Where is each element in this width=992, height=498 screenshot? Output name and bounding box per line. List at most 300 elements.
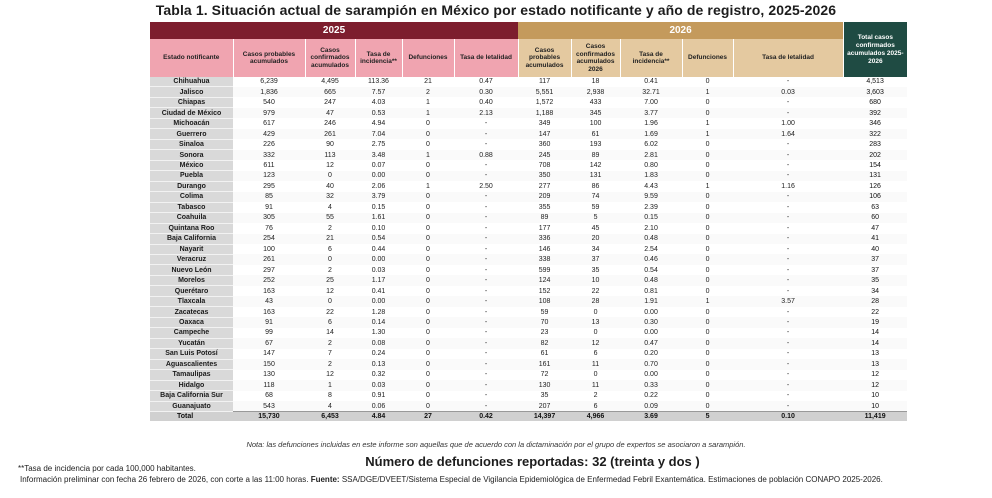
value-cell: 14	[326, 329, 334, 337]
value-cell: 0	[705, 350, 710, 358]
value-cell: -	[484, 161, 488, 169]
total-cell: 202	[843, 150, 907, 160]
state-cell: Veracruz	[150, 254, 233, 264]
total-cell: 4,513	[866, 78, 884, 86]
state-cell: Nuevo León	[150, 265, 233, 275]
value-cell: 34	[591, 245, 600, 253]
value-cell: 131	[571, 171, 620, 181]
value-cell: 433	[589, 99, 602, 107]
value-cell: 32.71	[620, 87, 682, 97]
total-cell: 283	[869, 141, 881, 149]
col-header-2025: Tasa de letalidad	[454, 39, 518, 77]
state-cell: Jalisco	[150, 87, 233, 97]
value-cell: 1.69	[620, 129, 682, 139]
table-row	[150, 349, 907, 359]
value-cell: 91	[265, 203, 273, 211]
value-cell: 6	[593, 350, 598, 358]
value-cell: 0	[426, 245, 430, 253]
value-cell: 979	[233, 108, 305, 118]
total-cell: 3,603	[843, 87, 907, 97]
state-cell: Yucatán	[150, 338, 233, 348]
value-cell: 0.15	[620, 213, 682, 223]
value-cell: 72	[540, 371, 549, 379]
footnote-source-text: SSA/DGE/DVEET/Sistema Especial de Vigilancia Epidemiológica de Enfermedad Febril Exantemática. Estimaciones de población CONAPO 2025-2026.	[341, 475, 883, 484]
value-cell: 1.96	[644, 120, 658, 128]
total-cell: 14	[843, 338, 907, 348]
value-cell: 0	[402, 296, 454, 306]
total-cell: 28	[843, 296, 907, 306]
value-cell: 5,551	[518, 87, 571, 97]
table-row	[150, 223, 907, 233]
value-cell: 246	[324, 120, 336, 128]
value-cell: 89	[571, 150, 620, 160]
value-cell: -	[786, 99, 790, 107]
table-row	[150, 296, 907, 306]
measles-table	[150, 22, 907, 421]
total-cell: 19	[843, 317, 907, 327]
total-cell: 35	[843, 275, 907, 285]
total-cell: 10	[871, 392, 879, 400]
col-header-2025: Casos probables acumulados	[233, 39, 305, 77]
table-row	[150, 171, 907, 181]
value-cell: 4.03	[371, 99, 386, 107]
value-cell: 12	[571, 338, 620, 348]
value-cell: 0	[426, 287, 430, 295]
value-cell: 1.91	[620, 296, 682, 306]
value-cell: 0	[426, 203, 430, 211]
value-cell: 12	[326, 287, 334, 295]
value-cell: 429	[233, 129, 305, 139]
table-row	[150, 328, 907, 338]
value-cell: -	[454, 380, 518, 390]
value-cell: 28	[571, 296, 620, 306]
table-row	[150, 401, 907, 411]
value-cell: 0	[705, 371, 710, 379]
value-cell: 90	[326, 141, 334, 149]
value-cell: 254	[233, 234, 305, 244]
table-row	[150, 213, 907, 223]
value-cell: 617	[263, 120, 275, 128]
value-cell: 1	[426, 182, 430, 190]
value-cell: 85	[233, 192, 305, 202]
value-cell: 0.06	[355, 401, 402, 411]
footnote-source-label: Fuente:	[310, 475, 340, 484]
value-cell: 35	[540, 392, 549, 400]
value-cell: 10	[571, 275, 620, 285]
value-cell: 0.32	[371, 371, 386, 379]
value-cell: 37	[571, 254, 620, 264]
table-row	[150, 87, 907, 97]
state-cell: Chiapas	[150, 97, 233, 107]
value-cell: 6	[328, 245, 332, 253]
value-cell: 4.43	[644, 182, 658, 190]
value-cell: 11	[571, 380, 620, 390]
value-cell: 0	[705, 329, 710, 337]
state-cell: Baja California Sur	[150, 391, 233, 401]
value-cell: -	[454, 401, 518, 411]
value-cell: 305	[233, 213, 305, 223]
value-cell: 177	[538, 224, 551, 232]
value-cell: 2	[402, 87, 454, 97]
total-cell: 346	[869, 120, 881, 128]
state-cell: Colima	[150, 192, 233, 202]
value-cell: 124	[518, 275, 571, 285]
value-cell: -	[454, 359, 518, 369]
state-cell: Sinaloa	[150, 139, 233, 149]
state-cell: Coahuila	[150, 213, 233, 223]
table-row	[150, 234, 907, 244]
value-cell: 0	[426, 141, 430, 149]
value-cell: 0.20	[644, 350, 658, 358]
value-cell: 70	[518, 317, 571, 327]
value-cell: 0	[705, 224, 710, 232]
value-cell: -	[786, 78, 790, 86]
value-cell: 7.00	[644, 99, 658, 107]
value-cell: 2	[305, 338, 355, 348]
table-row	[150, 286, 907, 296]
value-cell: 0.46	[620, 254, 682, 264]
state-cell: Durango	[150, 181, 233, 191]
value-cell: 0	[705, 78, 710, 86]
value-cell: 0	[426, 392, 430, 400]
value-cell: 0.44	[371, 245, 386, 253]
total-cell: 37	[871, 266, 879, 274]
total-cell: 12	[843, 380, 907, 390]
value-cell: -	[484, 266, 488, 274]
value-cell: 0	[682, 338, 733, 348]
value-cell: 599	[538, 266, 551, 274]
value-cell: -	[484, 392, 488, 400]
value-cell: -	[484, 371, 488, 379]
value-cell: -	[786, 245, 790, 253]
value-cell: 5	[571, 213, 620, 223]
value-cell: 252	[233, 275, 305, 285]
value-cell: 100	[263, 245, 275, 253]
total-cell: 392	[843, 108, 907, 118]
value-cell: 6.02	[644, 141, 658, 149]
value-cell: -	[733, 254, 843, 264]
value-cell: -	[733, 380, 843, 390]
value-cell: 2.10	[644, 224, 658, 232]
value-cell: -	[484, 329, 488, 337]
total-cell: 63	[871, 203, 879, 211]
value-cell: 226	[263, 141, 275, 149]
state-cell: Morelos	[150, 275, 233, 285]
table-row	[150, 370, 907, 380]
value-cell: 0	[402, 129, 454, 139]
table-row	[150, 244, 907, 254]
value-cell: 0.08	[355, 338, 402, 348]
value-cell: 1	[705, 182, 710, 190]
value-cell: -	[786, 266, 790, 274]
value-cell: -	[786, 350, 790, 358]
value-cell: 261	[305, 129, 355, 139]
value-cell: 1	[305, 380, 355, 390]
table-row	[150, 359, 907, 369]
value-cell: 0.13	[355, 359, 402, 369]
table-row	[150, 108, 907, 118]
value-cell: 1	[705, 120, 710, 128]
value-cell: 336	[518, 234, 571, 244]
value-cell: 0.47	[620, 338, 682, 348]
value-cell: 0	[682, 380, 733, 390]
value-cell: 7	[328, 350, 332, 358]
value-cell: -	[733, 150, 843, 160]
value-cell: 1,572	[535, 99, 554, 107]
total-label: Total	[150, 412, 233, 422]
value-cell: 1.61	[355, 213, 402, 223]
value-cell: -	[786, 392, 790, 400]
value-cell: 0	[682, 317, 733, 327]
value-cell: 0	[426, 266, 430, 274]
value-cell: 1.00	[781, 120, 795, 128]
value-cell: 99	[265, 329, 273, 337]
value-cell: 4,495	[321, 78, 339, 86]
value-cell: 0	[402, 275, 454, 285]
deaths-summary: Número de defunciones reportadas: 32 (treinta y dos )	[365, 454, 700, 469]
value-cell: 543	[233, 401, 305, 411]
value-cell: 100	[589, 120, 602, 128]
value-cell: 0	[402, 380, 454, 390]
year-2026-header: 2026	[518, 22, 843, 39]
value-cell: 59	[591, 203, 600, 211]
value-cell: 0.03	[371, 266, 386, 274]
value-cell: -	[786, 161, 790, 169]
value-cell: 0	[682, 234, 733, 244]
state-cell: Aguascalientes	[150, 359, 233, 369]
value-cell: 130	[518, 380, 571, 390]
value-cell: 0.15	[371, 203, 386, 211]
value-cell: -	[454, 296, 518, 306]
value-cell: 22	[591, 287, 600, 295]
total-cell: 106	[843, 192, 907, 202]
value-cell: -	[454, 317, 518, 327]
value-cell: 2.54	[644, 245, 658, 253]
table-row	[150, 391, 907, 401]
value-cell: 35	[591, 266, 600, 274]
value-cell: 0	[426, 161, 430, 169]
value-cell: 0	[705, 308, 710, 316]
value-cell: 261	[233, 254, 305, 264]
value-cell: 0.00	[355, 296, 402, 306]
value-cell: 86	[591, 182, 600, 190]
state-cell: Michoacán	[150, 118, 233, 128]
value-cell: 12	[326, 161, 334, 169]
value-cell: 1	[426, 99, 430, 107]
value-cell: 40	[326, 182, 334, 190]
value-cell: 0	[682, 275, 733, 285]
value-cell: 0	[593, 308, 598, 316]
total-value: 11,419	[843, 412, 907, 422]
value-cell: -	[454, 234, 518, 244]
value-cell: 0	[305, 296, 355, 306]
value-cell: 0	[402, 359, 454, 369]
table-row	[150, 317, 907, 327]
value-cell: -	[454, 129, 518, 139]
value-cell: 0	[705, 266, 710, 274]
total-cell: 40	[871, 245, 879, 253]
value-cell: 0.14	[355, 317, 402, 327]
total-value: 0.10	[733, 412, 843, 422]
value-cell: 0.48	[620, 234, 682, 244]
state-cell: Ciudad de México	[150, 108, 233, 118]
col-header-2025: Tasa de incidencia**	[355, 39, 402, 77]
value-cell: 0	[593, 329, 598, 337]
value-cell: 0	[682, 108, 733, 118]
value-cell: 295	[263, 182, 275, 190]
value-cell: 0.80	[644, 161, 658, 169]
value-cell: 7.57	[355, 87, 402, 97]
total-cell: 41	[843, 234, 907, 244]
value-cell: 0	[682, 192, 733, 202]
table-row	[150, 338, 907, 348]
value-cell: 355	[538, 203, 551, 211]
value-cell: 1,836	[233, 87, 305, 97]
value-cell: 147	[518, 129, 571, 139]
value-cell: 297	[263, 266, 275, 274]
value-cell: 2	[328, 224, 332, 232]
value-cell: 2.06	[371, 182, 386, 190]
total-value: 27	[402, 412, 454, 422]
value-cell: -	[733, 171, 843, 181]
total-cell: 60	[843, 213, 907, 223]
value-cell: 91	[233, 317, 305, 327]
value-cell: 0.91	[371, 392, 386, 400]
total-cell: 12	[871, 371, 879, 379]
value-cell: 2	[305, 359, 355, 369]
value-cell: 207	[518, 401, 571, 411]
state-cell: Baja California	[150, 234, 233, 244]
value-cell: 4	[305, 401, 355, 411]
year-2025-header: 2025	[150, 22, 518, 39]
state-cell: Tlaxcala	[150, 296, 233, 306]
value-cell: 12	[326, 371, 334, 379]
total-cell: 10	[843, 401, 907, 411]
value-cell: 0	[426, 120, 430, 128]
value-cell: 6	[571, 401, 620, 411]
value-cell: 0.41	[371, 287, 386, 295]
value-cell: 1	[682, 87, 733, 97]
value-cell: -	[786, 329, 790, 337]
table-row	[150, 254, 907, 264]
value-cell: 0.00	[355, 254, 402, 264]
col-header-2026: Tasa de letalidad	[733, 39, 843, 77]
value-cell: 108	[518, 296, 571, 306]
state-cell: Oaxaca	[150, 317, 233, 327]
value-cell: 32	[305, 192, 355, 202]
table-row	[150, 150, 907, 160]
value-cell: 0	[705, 99, 710, 107]
col-header-2026: Casos probables acumulados	[518, 39, 571, 77]
value-cell: 0.03	[355, 380, 402, 390]
state-cell: Sonora	[150, 150, 233, 160]
value-cell: 345	[571, 108, 620, 118]
value-cell: 0.48	[620, 275, 682, 285]
col-header-2025: Defunciones	[402, 39, 454, 77]
value-cell: 18	[591, 78, 600, 86]
table-row	[150, 202, 907, 212]
value-cell: 0.40	[479, 99, 493, 107]
value-cell: 2	[593, 392, 598, 400]
total-value: 5	[682, 412, 733, 422]
value-cell: -	[484, 141, 488, 149]
state-cell: Hidalgo	[150, 380, 233, 390]
total-value: 3.69	[620, 412, 682, 422]
value-cell: -	[454, 338, 518, 348]
value-cell: 0.00	[644, 371, 658, 379]
value-cell: 11	[571, 359, 620, 369]
value-cell: -	[733, 108, 843, 118]
value-cell: 0.07	[371, 161, 386, 169]
value-cell: 0.30	[620, 317, 682, 327]
value-cell: 45	[591, 224, 600, 232]
value-cell: 21	[305, 234, 355, 244]
value-cell: -	[484, 120, 488, 128]
value-cell: 0	[682, 359, 733, 369]
value-cell: 0.47	[479, 78, 493, 86]
value-cell: 1	[402, 108, 454, 118]
value-cell: 0	[402, 317, 454, 327]
value-cell: -	[454, 254, 518, 264]
value-cell: 0	[705, 161, 710, 169]
total-cell: 126	[869, 182, 881, 190]
value-cell: 0.22	[644, 392, 658, 400]
value-cell: 193	[589, 141, 602, 149]
value-cell: 0	[705, 287, 710, 295]
value-cell: 0	[682, 171, 733, 181]
value-cell: 147	[263, 350, 275, 358]
value-cell: 0.88	[454, 150, 518, 160]
value-cell: 23	[540, 329, 549, 337]
value-cell: -	[454, 275, 518, 285]
col-header-2025: Casos confirmados acumulados	[305, 39, 355, 77]
value-cell: 0.09	[620, 401, 682, 411]
state-cell: San Luis Potosí	[150, 349, 233, 359]
value-cell: -	[484, 245, 488, 253]
value-cell: 76	[265, 224, 273, 232]
value-cell: 2.81	[620, 150, 682, 160]
value-cell: 0	[426, 308, 430, 316]
value-cell: -	[454, 192, 518, 202]
value-cell: 0.54	[355, 234, 402, 244]
value-cell: 150	[233, 359, 305, 369]
value-cell: 0	[705, 203, 710, 211]
value-cell: 2	[328, 266, 332, 274]
footnote-info	[20, 475, 883, 484]
value-cell: 13	[571, 317, 620, 327]
value-cell: 163	[263, 308, 275, 316]
value-cell: 89	[518, 213, 571, 223]
value-cell: 0	[705, 141, 710, 149]
value-cell: 2.13	[454, 108, 518, 118]
value-cell: 350	[518, 171, 571, 181]
value-cell: 1.83	[620, 171, 682, 181]
value-cell: 209	[518, 192, 571, 202]
value-cell: 0.33	[620, 380, 682, 390]
total-value: 4,966	[571, 412, 620, 422]
value-cell: -	[484, 350, 488, 358]
state-cell: Quintana Roo	[150, 223, 233, 233]
value-cell: 3.57	[733, 296, 843, 306]
total-value: 6,453	[305, 412, 355, 422]
table-row	[150, 139, 907, 149]
value-cell: 22	[326, 308, 334, 316]
footnote-info-text: Información preliminar con fecha 26 febrero de 2026, con corte a las 11:00 horas.	[20, 475, 309, 484]
value-cell: -	[484, 308, 488, 316]
value-cell: -	[786, 203, 790, 211]
value-cell: 2,938	[571, 87, 620, 97]
value-cell: 55	[305, 213, 355, 223]
